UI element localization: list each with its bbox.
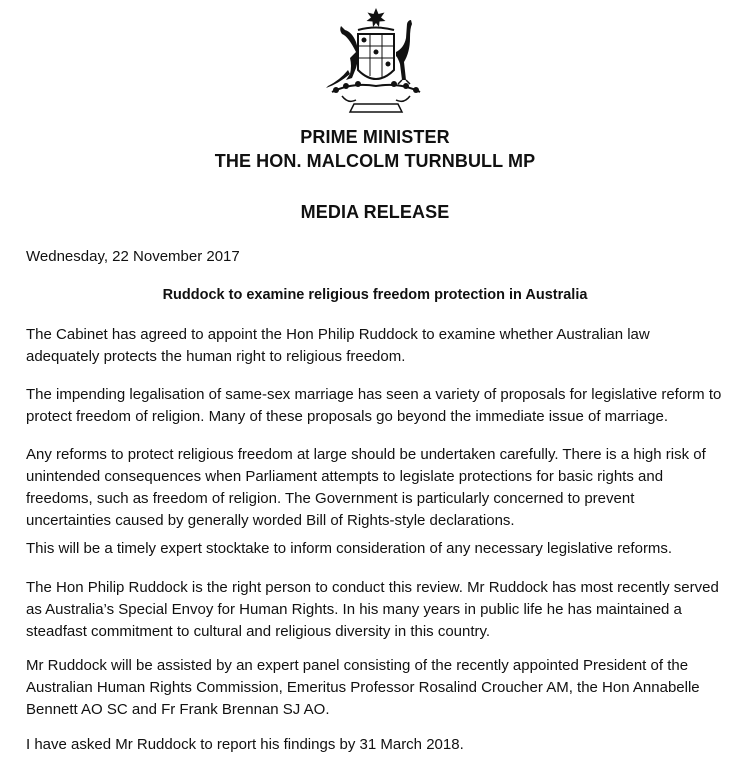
paragraph-7: [26, 734, 738, 756]
paragraph-3: [26, 444, 738, 532]
paragraph-line: adequately protects the human right to religious freedom.: [26, 348, 406, 365]
paragraph-line: uncertainties caused by generally worded Bill of Rights-style declarations.: [26, 512, 515, 529]
paragraph-line: freedoms, such as freedom of religion. The Government is particularly concerned to prevent: [26, 490, 635, 507]
paragraph-line: unintended consequences when Parliament attempts to legislate protections for basic rights and: [26, 468, 664, 485]
coat-of-arms-icon: [312, 8, 440, 116]
office-heading: PRIME MINISTER: [300, 127, 450, 147]
paragraph-line: The Hon Philip Ruddock is the right person to conduct this review. Mr Ruddock has most recently served: [26, 579, 719, 596]
minister-name-heading: THE HON. MALCOLM TURNBULL MP: [214, 151, 536, 171]
paragraph-line: I have asked Mr Ruddock to report his findings by 31 March 2018.: [26, 736, 464, 753]
paragraph-line: as Australia’s Special Envoy for Human Rights. In his many years in public life he has maintained a: [26, 601, 682, 618]
paragraph-line: This will be a timely expert stocktake to inform consideration of any necessary legislative reforms.: [26, 540, 673, 557]
paragraph-line: steadfast commitment to cultural and religious diversity in this country.: [26, 623, 491, 640]
paragraph-1: [26, 324, 738, 368]
paragraph-2: [26, 384, 738, 428]
paragraph-line: protect freedom of religion. Many of these proposals go beyond the immediate issue of marriage.: [26, 408, 669, 425]
paragraph-line: The impending legalisation of same-sex marriage has seen a variety of proposals for legislative reform to: [26, 386, 722, 403]
commonwealth-star-icon: [367, 8, 386, 27]
paragraph-6: [26, 655, 738, 721]
paragraph-5: [26, 577, 738, 643]
paragraph-line: Any reforms to protect religious freedom at large should be undertaken carefully. There is a high risk of: [26, 446, 706, 463]
release-date: Wednesday, 22 November 2017: [26, 248, 240, 265]
release-subject: Ruddock to examine religious freedom protection in Australia: [162, 287, 588, 303]
paragraph-line: The Cabinet has agreed to appoint the Hon Philip Ruddock to examine whether Australian law: [26, 326, 650, 343]
paragraph-line: Mr Ruddock will be assisted by an expert panel consisting of the recently appointed President of the: [26, 657, 689, 674]
paragraph-line: Bennett AO SC and Fr Frank Brennan SJ AO.: [26, 701, 330, 718]
paragraph-4: [26, 538, 738, 560]
paragraph-line: Australian Human Rights Commission, Emeritus Professor Rosalind Croucher AM, the Hon Annabelle: [26, 679, 700, 696]
document-type-heading: MEDIA RELEASE: [300, 202, 450, 222]
